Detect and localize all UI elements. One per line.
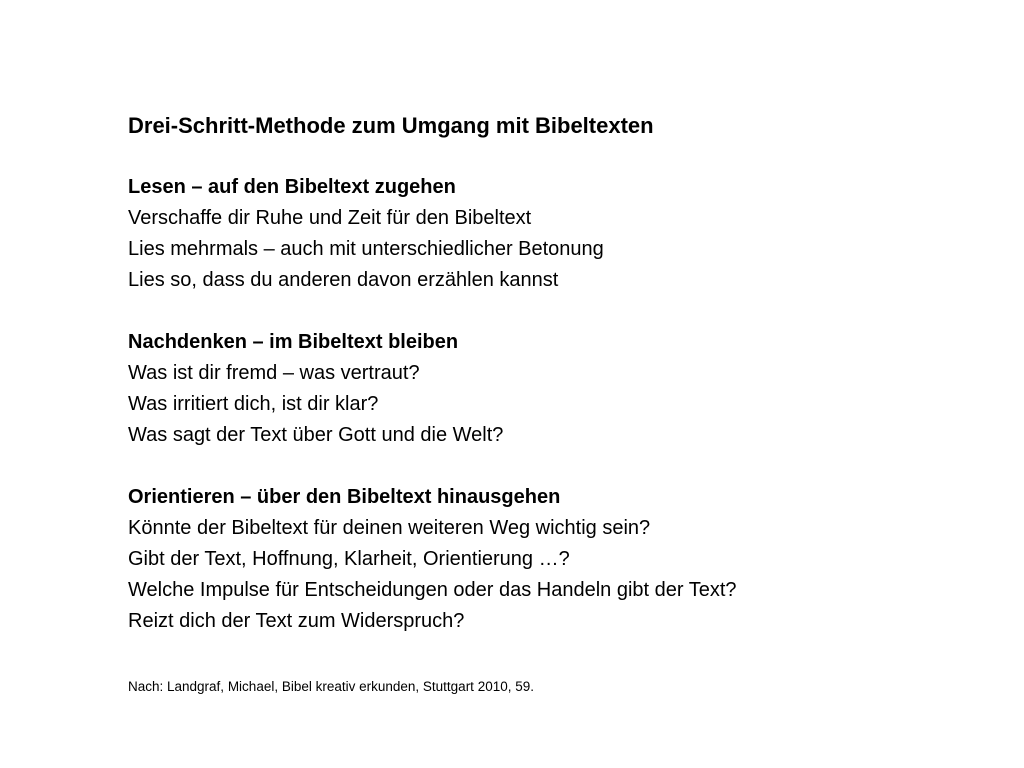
section-lesen bbox=[128, 172, 988, 296]
slide-title: Drei-Schritt-Methode zum Umgang mit Bibeltexten bbox=[128, 113, 654, 138]
section-line: Lies mehrmals – auch mit unterschiedlicher Betonung bbox=[128, 238, 604, 260]
section-line: Was sagt der Text über Gott und die Welt? bbox=[128, 424, 504, 446]
section-line: Welche Impulse für Entscheidungen oder das Handeln gibt der Text? bbox=[128, 579, 737, 601]
section-orientieren bbox=[128, 482, 988, 637]
section-heading: Lesen – auf den Bibeltext zugehen bbox=[128, 176, 456, 198]
section-line: Gibt der Text, Hoffnung, Klarheit, Orientierung …? bbox=[128, 548, 570, 570]
section-heading: Orientieren – über den Bibeltext hinausgehen bbox=[128, 486, 561, 508]
section-heading: Nachdenken – im Bibeltext bleiben bbox=[128, 331, 459, 353]
section-line: Verschaffe dir Ruhe und Zeit für den Bibeltext bbox=[128, 207, 532, 229]
slide-content bbox=[128, 110, 988, 637]
section-nachdenken bbox=[128, 327, 988, 451]
source-citation: Nach: Landgraf, Michael, Bibel kreativ erkunden, Stuttgart 2010, 59. bbox=[128, 678, 534, 694]
section-line: Was irritiert dich, ist dir klar? bbox=[128, 393, 379, 415]
section-line: Könnte der Bibeltext für deinen weiteren Weg wichtig sein? bbox=[128, 517, 651, 539]
section-line: Was ist dir fremd – was vertraut? bbox=[128, 362, 420, 384]
section-line: Lies so, dass du anderen davon erzählen kannst bbox=[128, 269, 559, 291]
section-line: Reizt dich der Text zum Widerspruch? bbox=[128, 610, 465, 632]
